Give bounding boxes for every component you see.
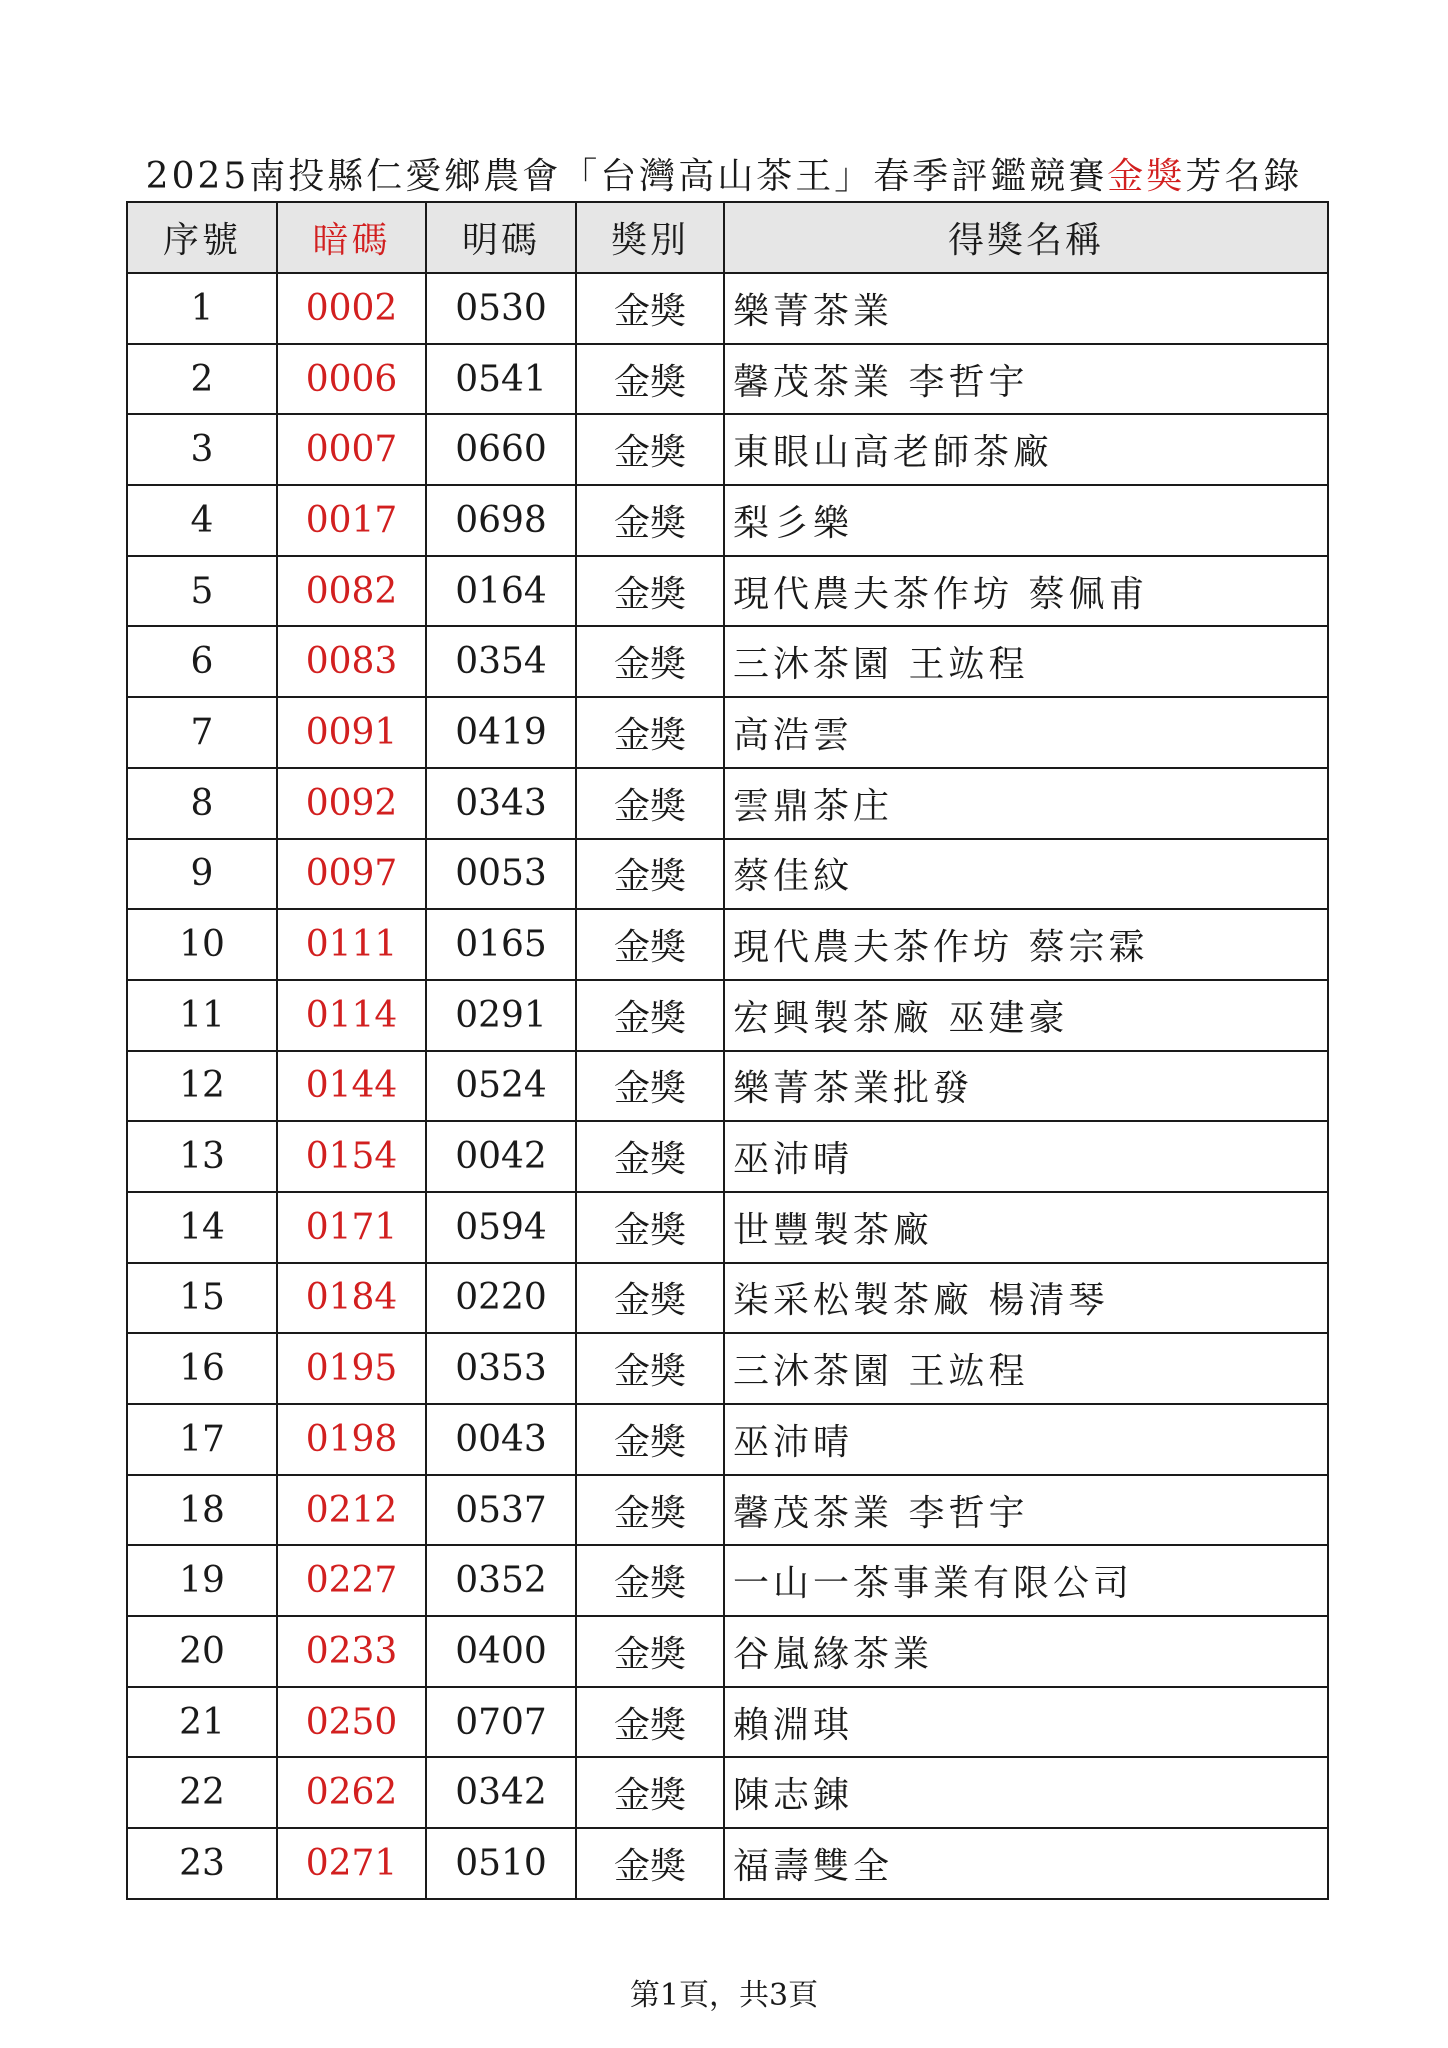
row-award-cell: 金獎 [576, 768, 724, 839]
row-num-cell: 0707 [426, 1687, 576, 1758]
table-row [127, 1475, 1328, 1546]
row-seq-cell: 1 [127, 273, 277, 344]
row-name-cell: 蔡佳紋 [724, 839, 1328, 910]
row-name-cell: 世豐製茶廠 [724, 1192, 1328, 1263]
row-code-cell: 0184 [277, 1263, 426, 1334]
row-code-cell: 0097 [277, 839, 426, 910]
row-seq-cell: 9 [127, 839, 277, 910]
row-code-cell: 0083 [277, 626, 426, 697]
row-num-cell: 0537 [426, 1475, 576, 1546]
row-name-cell: 三沐茶園 王竑程 [724, 1333, 1328, 1404]
table-row [127, 1051, 1328, 1122]
row-name-cell: 雲鼎茶庄 [724, 768, 1328, 839]
table-row [127, 1263, 1328, 1334]
row-award-cell: 金獎 [576, 1333, 724, 1404]
row-name-cell: 馨茂茶業 李哲宇 [724, 1475, 1328, 1546]
title-highlight: 金獎 [1107, 156, 1186, 197]
row-seq-cell: 2 [127, 344, 277, 415]
row-num-cell: 0524 [426, 1051, 576, 1122]
row-name-cell: 三沐茶園 王竑程 [724, 626, 1328, 697]
row-code-cell: 0082 [277, 556, 426, 627]
row-award-cell: 金獎 [576, 1757, 724, 1828]
table-row [127, 344, 1328, 415]
row-code-cell: 0144 [277, 1051, 426, 1122]
row-name-cell: 福壽雙全 [724, 1828, 1328, 1899]
row-seq-cell: 3 [127, 414, 277, 485]
row-num-cell: 0053 [426, 839, 576, 910]
title-main: 2025南投縣仁愛鄉農會「台灣高山茶王」春季評鑑競賽 [145, 156, 1108, 197]
row-code-cell: 0006 [277, 344, 426, 415]
row-code-cell: 0233 [277, 1616, 426, 1687]
row-name-cell: 東眼山高老師茶廠 [724, 414, 1328, 485]
row-seq-cell: 16 [127, 1333, 277, 1404]
row-award-cell: 金獎 [576, 1192, 724, 1263]
row-seq-cell: 15 [127, 1263, 277, 1334]
page-title [0, 148, 1448, 199]
row-code-cell: 0198 [277, 1404, 426, 1475]
row-num-cell: 0352 [426, 1545, 576, 1616]
table-row [127, 697, 1328, 768]
row-num-cell: 0291 [426, 980, 576, 1051]
row-award-cell: 金獎 [576, 1263, 724, 1334]
title-suffix: 芳名錄 [1185, 156, 1303, 197]
row-seq-cell: 4 [127, 485, 277, 556]
row-seq-cell: 21 [127, 1687, 277, 1758]
table-row [127, 1404, 1328, 1475]
row-seq-cell: 5 [127, 556, 277, 627]
row-award-cell: 金獎 [576, 909, 724, 980]
row-num-cell: 0698 [426, 485, 576, 556]
row-num-cell: 0043 [426, 1404, 576, 1475]
row-num-cell: 0400 [426, 1616, 576, 1687]
row-num-cell: 0419 [426, 697, 576, 768]
table-row [127, 1757, 1328, 1828]
row-code-cell: 0091 [277, 697, 426, 768]
row-code-cell: 0171 [277, 1192, 426, 1263]
row-award-cell: 金獎 [576, 626, 724, 697]
row-seq-cell: 22 [127, 1757, 277, 1828]
row-code-cell: 0092 [277, 768, 426, 839]
row-award-cell: 金獎 [576, 1828, 724, 1899]
row-seq-cell: 12 [127, 1051, 277, 1122]
row-award-cell: 金獎 [576, 1616, 724, 1687]
row-name-cell: 馨茂茶業 李哲宇 [724, 344, 1328, 415]
row-seq-cell: 17 [127, 1404, 277, 1475]
award-table [126, 201, 1329, 1900]
table-row [127, 768, 1328, 839]
row-code-cell: 0195 [277, 1333, 426, 1404]
row-seq-cell: 23 [127, 1828, 277, 1899]
row-award-cell: 金獎 [576, 273, 724, 344]
row-award-cell: 金獎 [576, 980, 724, 1051]
row-num-cell: 0220 [426, 1263, 576, 1334]
row-code-cell: 0271 [277, 1828, 426, 1899]
row-seq-cell: 7 [127, 697, 277, 768]
table-row [127, 485, 1328, 556]
row-award-cell: 金獎 [576, 485, 724, 556]
table-row [127, 1121, 1328, 1192]
row-code-cell: 0111 [277, 909, 426, 980]
row-name-cell: 巫沛晴 [724, 1404, 1328, 1475]
row-name-cell: 谷嵐緣茶業 [724, 1616, 1328, 1687]
row-seq-cell: 10 [127, 909, 277, 980]
row-seq-cell: 20 [127, 1616, 277, 1687]
row-award-cell: 金獎 [576, 1687, 724, 1758]
row-name-cell: 梨彡樂 [724, 485, 1328, 556]
row-code-cell: 0262 [277, 1757, 426, 1828]
table-row [127, 909, 1328, 980]
row-seq-cell: 8 [127, 768, 277, 839]
table-row [127, 1545, 1328, 1616]
row-num-cell: 0353 [426, 1333, 576, 1404]
row-code-cell: 0114 [277, 980, 426, 1051]
page-footer: 第1頁，共3頁 [629, 1978, 819, 2013]
row-num-cell: 0354 [426, 626, 576, 697]
row-num-cell: 0343 [426, 768, 576, 839]
row-name-cell: 宏興製茶廠 巫建豪 [724, 980, 1328, 1051]
header-num: 明碼 [426, 202, 576, 273]
table-row [127, 1687, 1328, 1758]
row-code-cell: 0227 [277, 1545, 426, 1616]
table-row [127, 980, 1328, 1051]
row-num-cell: 0541 [426, 344, 576, 415]
header-award: 獎別 [576, 202, 724, 273]
row-name-cell: 樂菁茶業批發 [724, 1051, 1328, 1122]
table-row [127, 273, 1328, 344]
table-row [127, 556, 1328, 627]
row-num-cell: 0660 [426, 414, 576, 485]
table-body [127, 273, 1328, 1899]
row-num-cell: 0594 [426, 1192, 576, 1263]
row-num-cell: 0530 [426, 273, 576, 344]
row-award-cell: 金獎 [576, 1121, 724, 1192]
row-code-cell: 0212 [277, 1475, 426, 1546]
header-code: 暗碼 [277, 202, 426, 273]
row-code-cell: 0154 [277, 1121, 426, 1192]
table-row [127, 1828, 1328, 1899]
header-name: 得獎名稱 [724, 202, 1328, 273]
row-code-cell: 0017 [277, 485, 426, 556]
row-num-cell: 0165 [426, 909, 576, 980]
row-name-cell: 一山一茶事業有限公司 [724, 1545, 1328, 1616]
row-award-cell: 金獎 [576, 1404, 724, 1475]
row-seq-cell: 19 [127, 1545, 277, 1616]
table-row [127, 1333, 1328, 1404]
row-seq-cell: 11 [127, 980, 277, 1051]
row-award-cell: 金獎 [576, 1051, 724, 1122]
row-award-cell: 金獎 [576, 839, 724, 910]
table-row [127, 839, 1328, 910]
row-seq-cell: 13 [127, 1121, 277, 1192]
row-award-cell: 金獎 [576, 414, 724, 485]
table-row [127, 626, 1328, 697]
row-code-cell: 0250 [277, 1687, 426, 1758]
row-name-cell: 現代農夫茶作坊 蔡宗霖 [724, 909, 1328, 980]
row-num-cell: 0164 [426, 556, 576, 627]
row-seq-cell: 18 [127, 1475, 277, 1546]
row-name-cell: 巫沛晴 [724, 1121, 1328, 1192]
row-name-cell: 柒采松製茶廠 楊清琴 [724, 1263, 1328, 1334]
row-award-cell: 金獎 [576, 344, 724, 415]
row-seq-cell: 6 [127, 626, 277, 697]
row-award-cell: 金獎 [576, 697, 724, 768]
row-num-cell: 0342 [426, 1757, 576, 1828]
row-name-cell: 高浩雲 [724, 697, 1328, 768]
table-header-row [127, 202, 1328, 273]
table-row [127, 1192, 1328, 1263]
row-name-cell: 樂菁茶業 [724, 273, 1328, 344]
row-name-cell: 陳志錬 [724, 1757, 1328, 1828]
table-row [127, 1616, 1328, 1687]
row-num-cell: 0042 [426, 1121, 576, 1192]
row-award-cell: 金獎 [576, 556, 724, 627]
row-code-cell: 0002 [277, 273, 426, 344]
table-row [127, 414, 1328, 485]
row-name-cell: 賴淵琪 [724, 1687, 1328, 1758]
row-award-cell: 金獎 [576, 1475, 724, 1546]
row-name-cell: 現代農夫茶作坊 蔡佩甫 [724, 556, 1328, 627]
row-seq-cell: 14 [127, 1192, 277, 1263]
header-seq: 序號 [127, 202, 277, 273]
row-num-cell: 0510 [426, 1828, 576, 1899]
row-award-cell: 金獎 [576, 1545, 724, 1616]
row-code-cell: 0007 [277, 414, 426, 485]
